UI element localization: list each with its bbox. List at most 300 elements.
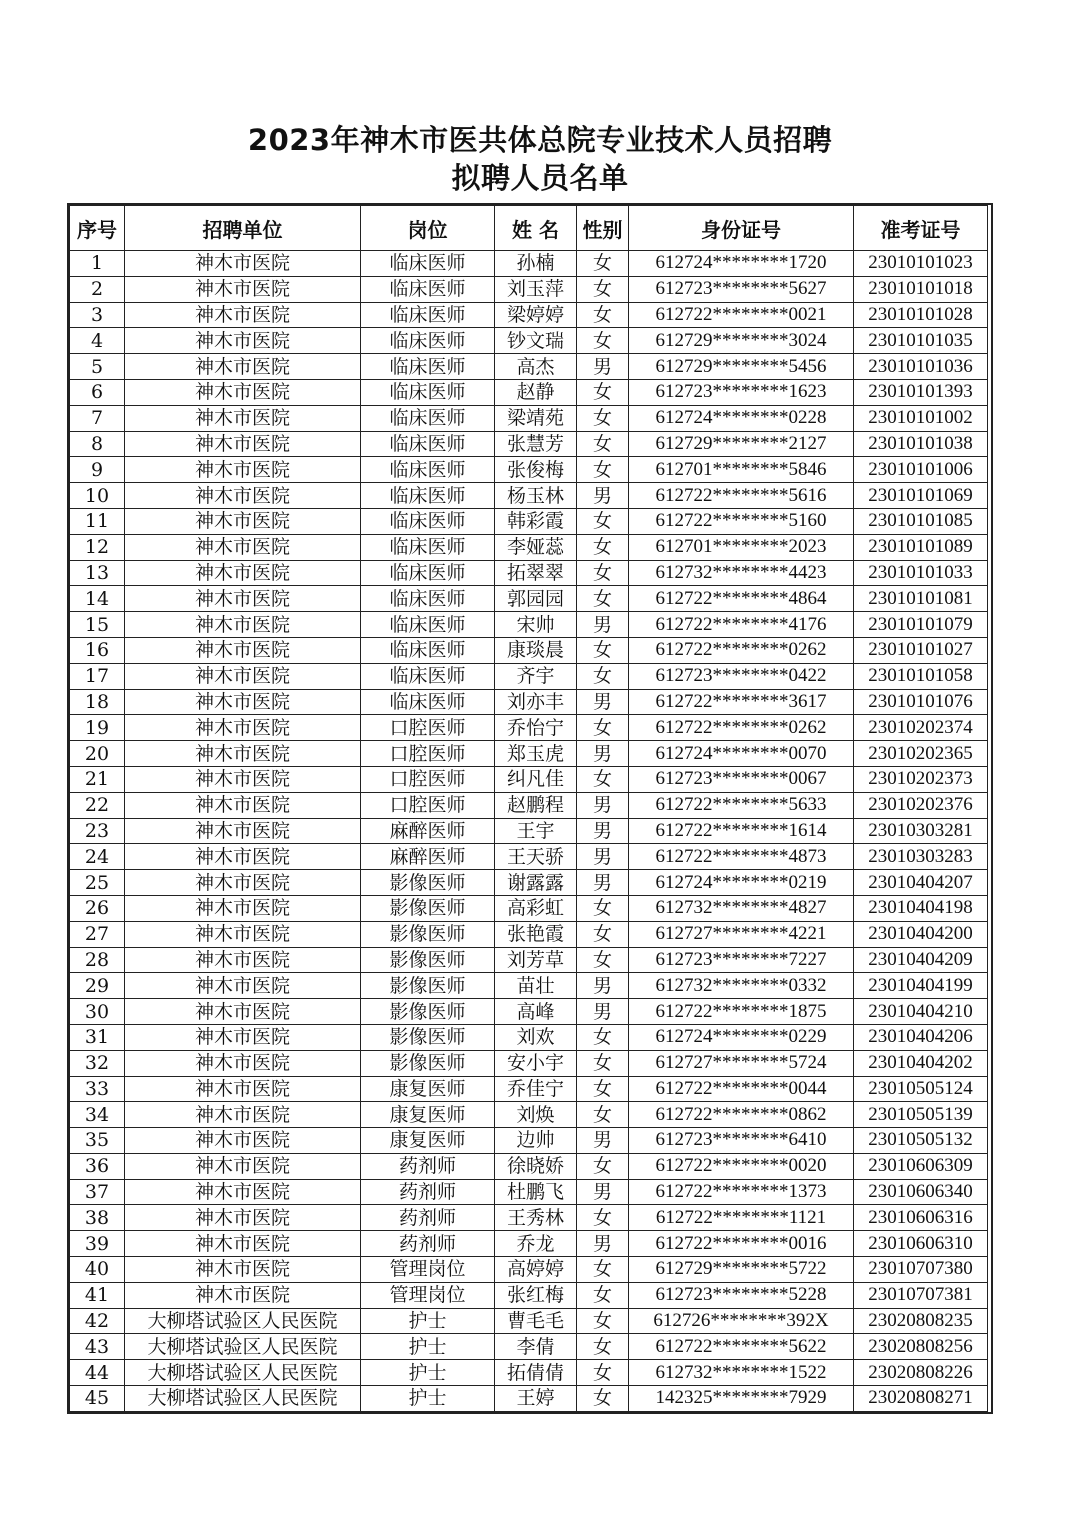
table-row [70,431,988,457]
cell-exam-number: 23010202376 [854,792,988,818]
cell-unit: 神木市医院 [125,560,361,586]
cell-exam-number: 23010606340 [854,1179,988,1205]
cell-unit: 神木市医院 [125,483,361,509]
cell-position: 药剂师 [361,1153,495,1179]
cell-id-number: 612722********0044 [629,1076,854,1102]
table-row [70,1050,988,1076]
cell-id-number: 612722********5160 [629,508,854,534]
cell-position: 药剂师 [361,1231,495,1257]
cell-unit: 神木市医院 [125,921,361,947]
cell-position: 临床医师 [361,534,495,560]
cell-gender: 男 [577,612,629,638]
cell-name: 杜鹏飞 [495,1179,577,1205]
cell-index: 44 [70,1360,125,1386]
cell-position: 临床医师 [361,354,495,380]
cell-unit: 神木市医院 [125,1024,361,1050]
cell-gender: 女 [577,1308,629,1334]
cell-id-number: 612701********2023 [629,534,854,560]
cell-gender: 女 [577,1360,629,1386]
cell-index: 41 [70,1282,125,1308]
cell-gender: 女 [577,1334,629,1360]
cell-gender: 女 [577,251,629,277]
cell-exam-number: 23010101038 [854,431,988,457]
cell-position: 临床医师 [361,328,495,354]
cell-unit: 神木市医院 [125,715,361,741]
cell-position: 影像医师 [361,870,495,896]
cell-id-number: 612722********0262 [629,637,854,663]
cell-gender: 男 [577,1128,629,1154]
cell-exam-number: 23010101085 [854,508,988,534]
cell-index: 24 [70,844,125,870]
cell-position: 护士 [361,1308,495,1334]
cell-id-number: 612722********0862 [629,1102,854,1128]
cell-index: 36 [70,1153,125,1179]
cell-index: 15 [70,612,125,638]
cell-gender: 女 [577,1205,629,1231]
cell-index: 10 [70,483,125,509]
cell-index: 8 [70,431,125,457]
cell-name: 拓翠翠 [495,560,577,586]
cell-name: 乔龙 [495,1231,577,1257]
cell-name: 李倩 [495,1334,577,1360]
cell-exam-number: 23010101089 [854,534,988,560]
cell-index: 17 [70,663,125,689]
cell-position: 临床医师 [361,483,495,509]
header-position: 岗位 [361,206,495,251]
cell-position: 临床医师 [361,251,495,277]
cell-id-number: 612722********0262 [629,715,854,741]
cell-position: 口腔医师 [361,792,495,818]
cell-id-number: 612723********6410 [629,1128,854,1154]
cell-unit: 神木市医院 [125,663,361,689]
header-index: 序号 [70,206,125,251]
cell-name: 赵静 [495,379,577,405]
cell-name: 王宇 [495,818,577,844]
cell-exam-number: 23010404202 [854,1050,988,1076]
cell-gender: 女 [577,1386,629,1412]
cell-position: 护士 [361,1386,495,1412]
cell-exam-number: 23010101036 [854,354,988,380]
cell-index: 37 [70,1179,125,1205]
cell-id-number: 612701********5846 [629,457,854,483]
cell-exam-number: 23010101018 [854,276,988,302]
cell-position: 护士 [361,1360,495,1386]
cell-exam-number: 23010101006 [854,457,988,483]
cell-index: 6 [70,379,125,405]
cell-name: 郭园园 [495,586,577,612]
cell-gender: 男 [577,818,629,844]
cell-gender: 女 [577,1257,629,1283]
cell-unit: 神木市医院 [125,302,361,328]
cell-index: 38 [70,1205,125,1231]
table-row [70,766,988,792]
cell-id-number: 612732********0332 [629,973,854,999]
cell-id-number: 612722********0021 [629,302,854,328]
table-row [70,1024,988,1050]
cell-index: 23 [70,818,125,844]
table-row [70,586,988,612]
cell-unit: 大柳塔试验区人民医院 [125,1360,361,1386]
table-header [70,206,988,251]
cell-gender: 男 [577,1179,629,1205]
cell-gender: 女 [577,895,629,921]
cell-id-number: 612727********4221 [629,921,854,947]
cell-unit: 神木市医院 [125,1231,361,1257]
cell-unit: 神木市医院 [125,457,361,483]
table-row [70,1308,988,1334]
table-row [70,1231,988,1257]
cell-gender: 男 [577,844,629,870]
cell-unit: 神木市医院 [125,405,361,431]
table-row [70,405,988,431]
cell-position: 临床医师 [361,586,495,612]
cell-name: 高杰 [495,354,577,380]
cell-exam-number: 23010505139 [854,1102,988,1128]
cell-id-number: 612722********3617 [629,689,854,715]
cell-name: 乔佳宁 [495,1076,577,1102]
cell-name: 刘芳草 [495,947,577,973]
table-row [70,457,988,483]
cell-unit: 神木市医院 [125,508,361,534]
cell-index: 1 [70,251,125,277]
cell-name: 梁婷婷 [495,302,577,328]
table-row [70,483,988,509]
cell-position: 临床医师 [361,431,495,457]
cell-unit: 神木市医院 [125,1257,361,1283]
cell-gender: 男 [577,792,629,818]
cell-exam-number: 23010303281 [854,818,988,844]
cell-position: 护士 [361,1334,495,1360]
cell-name: 王天骄 [495,844,577,870]
cell-id-number: 612724********1720 [629,251,854,277]
cell-index: 11 [70,508,125,534]
cell-position: 临床医师 [361,405,495,431]
table-row [70,663,988,689]
cell-index: 25 [70,870,125,896]
cell-index: 34 [70,1102,125,1128]
cell-gender: 男 [577,741,629,767]
table-row [70,302,988,328]
cell-name: 曹毛毛 [495,1308,577,1334]
table-row [70,1386,988,1412]
cell-index: 3 [70,302,125,328]
cell-unit: 神木市医院 [125,586,361,612]
table-row [70,354,988,380]
document-subtitle: 拟聘人员名单 [451,161,629,195]
table-row [70,1334,988,1360]
cell-id-number: 612724********0229 [629,1024,854,1050]
cell-unit: 神木市医院 [125,844,361,870]
cell-index: 12 [70,534,125,560]
cell-id-number: 612729********5456 [629,354,854,380]
cell-gender: 女 [577,1282,629,1308]
cell-unit: 神木市医院 [125,1050,361,1076]
table-row [70,792,988,818]
table-body [70,251,988,1412]
cell-exam-number: 23010505124 [854,1076,988,1102]
cell-unit: 神木市医院 [125,431,361,457]
table-row [70,560,988,586]
cell-gender: 男 [577,973,629,999]
cell-position: 影像医师 [361,1024,495,1050]
cell-gender: 女 [577,586,629,612]
cell-id-number: 612722********4864 [629,586,854,612]
cell-name: 韩彩霞 [495,508,577,534]
cell-gender: 女 [577,302,629,328]
cell-gender: 女 [577,715,629,741]
cell-gender: 女 [577,1024,629,1050]
cell-unit: 神木市医院 [125,999,361,1025]
cell-index: 27 [70,921,125,947]
cell-id-number: 612732********4827 [629,895,854,921]
cell-exam-number: 23010101033 [854,560,988,586]
table-row [70,844,988,870]
cell-gender: 女 [577,457,629,483]
cell-unit: 大柳塔试验区人民医院 [125,1386,361,1412]
cell-gender: 男 [577,999,629,1025]
cell-index: 14 [70,586,125,612]
cell-position: 临床医师 [361,379,495,405]
cell-exam-number: 23010505132 [854,1128,988,1154]
cell-index: 40 [70,1257,125,1283]
cell-name: 张俊梅 [495,457,577,483]
cell-index: 2 [70,276,125,302]
cell-position: 临床医师 [361,302,495,328]
cell-position: 临床医师 [361,612,495,638]
cell-gender: 女 [577,637,629,663]
table-row [70,1360,988,1386]
cell-name: 高峰 [495,999,577,1025]
cell-position: 麻醉医师 [361,844,495,870]
cell-exam-number: 23010707381 [854,1282,988,1308]
cell-position: 药剂师 [361,1179,495,1205]
table-row [70,870,988,896]
cell-exam-number: 23010101028 [854,302,988,328]
cell-index: 42 [70,1308,125,1334]
cell-gender: 男 [577,689,629,715]
cell-exam-number: 23010202374 [854,715,988,741]
cell-id-number: 612729********3024 [629,328,854,354]
cell-index: 16 [70,637,125,663]
cell-id-number: 612722********5616 [629,483,854,509]
cell-position: 临床医师 [361,637,495,663]
cell-exam-number: 23010101076 [854,689,988,715]
cell-position: 康复医师 [361,1102,495,1128]
cell-name: 刘欢 [495,1024,577,1050]
cell-unit: 神木市医院 [125,741,361,767]
cell-position: 临床医师 [361,560,495,586]
cell-id-number: 612726********392X [629,1308,854,1334]
cell-id-number: 612732********4423 [629,560,854,586]
cell-unit: 神木市医院 [125,689,361,715]
cell-name: 李娅蕊 [495,534,577,560]
cell-id-number: 612723********1623 [629,379,854,405]
cell-id-number: 612722********1121 [629,1205,854,1231]
cell-id-number: 612724********0219 [629,870,854,896]
cell-position: 临床医师 [361,689,495,715]
cell-index: 35 [70,1128,125,1154]
cell-exam-number: 23020808235 [854,1308,988,1334]
cell-gender: 女 [577,405,629,431]
cell-exam-number: 23010404207 [854,870,988,896]
cell-unit: 神木市医院 [125,612,361,638]
cell-id-number: 612723********5228 [629,1282,854,1308]
cell-id-number: 612724********0228 [629,405,854,431]
cell-exam-number: 23010101081 [854,586,988,612]
cell-name: 杨玉林 [495,483,577,509]
table-row [70,818,988,844]
header-name: 姓 名 [495,206,577,251]
cell-index: 9 [70,457,125,483]
cell-name: 赵鹏程 [495,792,577,818]
table-row [70,973,988,999]
cell-unit: 神木市医院 [125,1102,361,1128]
cell-exam-number: 23020808226 [854,1360,988,1386]
cell-gender: 女 [577,1102,629,1128]
cell-unit: 神木市医院 [125,1153,361,1179]
table-row [70,1076,988,1102]
cell-exam-number: 23010202373 [854,766,988,792]
cell-id-number: 612722********1373 [629,1179,854,1205]
cell-name: 张艳霞 [495,921,577,947]
cell-index: 30 [70,999,125,1025]
cell-exam-number: 23010101079 [854,612,988,638]
cell-position: 临床医师 [361,457,495,483]
cell-exam-number: 23010202365 [854,741,988,767]
cell-gender: 女 [577,947,629,973]
cell-position: 影像医师 [361,973,495,999]
cell-name: 钞文瑞 [495,328,577,354]
cell-index: 28 [70,947,125,973]
cell-name: 刘玉萍 [495,276,577,302]
cell-name: 刘亦丰 [495,689,577,715]
table-row [70,921,988,947]
cell-name: 徐晓娇 [495,1153,577,1179]
header-unit: 招聘单位 [125,206,361,251]
table-row [70,379,988,405]
table-row [70,637,988,663]
cell-unit: 神木市医院 [125,251,361,277]
cell-gender: 男 [577,354,629,380]
table-row [70,1153,988,1179]
cell-unit: 神木市医院 [125,792,361,818]
cell-unit: 神木市医院 [125,637,361,663]
cell-position: 临床医师 [361,663,495,689]
cell-name: 纠凡佳 [495,766,577,792]
cell-name: 边帅 [495,1128,577,1154]
cell-exam-number: 23010606316 [854,1205,988,1231]
cell-unit: 神木市医院 [125,818,361,844]
header-row [70,206,988,251]
table-row [70,715,988,741]
cell-unit: 神木市医院 [125,973,361,999]
cell-index: 18 [70,689,125,715]
cell-name: 高彩虹 [495,895,577,921]
cell-name: 郑玉虎 [495,741,577,767]
cell-unit: 神木市医院 [125,870,361,896]
cell-gender: 女 [577,431,629,457]
cell-unit: 神木市医院 [125,534,361,560]
cell-index: 7 [70,405,125,431]
cell-index: 33 [70,1076,125,1102]
cell-gender: 男 [577,1231,629,1257]
table-row [70,895,988,921]
cell-id-number: 612724********0070 [629,741,854,767]
cell-id-number: 612727********5724 [629,1050,854,1076]
cell-exam-number: 23010404200 [854,921,988,947]
cell-index: 21 [70,766,125,792]
cell-name: 张慧芳 [495,431,577,457]
table-row [70,1102,988,1128]
cell-position: 口腔医师 [361,715,495,741]
cell-name: 拓倩倩 [495,1360,577,1386]
cell-exam-number: 23020808271 [854,1386,988,1412]
cell-unit: 神木市医院 [125,328,361,354]
cell-exam-number: 23010101002 [854,405,988,431]
table-row [70,508,988,534]
cell-id-number: 142325********7929 [629,1386,854,1412]
cell-gender: 女 [577,1050,629,1076]
cell-unit: 神木市医院 [125,379,361,405]
cell-id-number: 612722********1614 [629,818,854,844]
document-title: 2023年神木市医共体总院专业技术人员招聘 [247,123,833,157]
cell-id-number: 612729********5722 [629,1257,854,1283]
cell-name: 张红梅 [495,1282,577,1308]
candidate-table [69,205,988,1412]
cell-name: 王秀林 [495,1205,577,1231]
cell-id-number: 612723********0422 [629,663,854,689]
cell-unit: 神木市医院 [125,947,361,973]
cell-unit: 神木市医院 [125,1128,361,1154]
cell-id-number: 612722********1875 [629,999,854,1025]
cell-position: 麻醉医师 [361,818,495,844]
cell-index: 45 [70,1386,125,1412]
cell-exam-number: 23010404209 [854,947,988,973]
cell-exam-number: 23020808256 [854,1334,988,1360]
cell-index: 20 [70,741,125,767]
cell-gender: 女 [577,560,629,586]
cell-name: 齐宇 [495,663,577,689]
cell-gender: 女 [577,1153,629,1179]
cell-gender: 女 [577,328,629,354]
cell-name: 孙楠 [495,251,577,277]
cell-index: 32 [70,1050,125,1076]
cell-id-number: 612722********0020 [629,1153,854,1179]
cell-index: 19 [70,715,125,741]
cell-name: 王婷 [495,1386,577,1412]
cell-position: 影像医师 [361,947,495,973]
cell-gender: 女 [577,508,629,534]
cell-index: 5 [70,354,125,380]
table-row [70,1179,988,1205]
cell-gender: 女 [577,663,629,689]
cell-gender: 男 [577,870,629,896]
cell-name: 谢露露 [495,870,577,896]
cell-index: 43 [70,1334,125,1360]
cell-exam-number: 23010606310 [854,1231,988,1257]
cell-exam-number: 23010606309 [854,1153,988,1179]
cell-exam-number: 23010101023 [854,251,988,277]
cell-gender: 女 [577,921,629,947]
cell-unit: 神木市医院 [125,1282,361,1308]
cell-id-number: 612729********2127 [629,431,854,457]
cell-id-number: 612723********5627 [629,276,854,302]
cell-id-number: 612722********0016 [629,1231,854,1257]
cell-exam-number: 23010101027 [854,637,988,663]
cell-position: 临床医师 [361,508,495,534]
cell-position: 口腔医师 [361,766,495,792]
cell-index: 29 [70,973,125,999]
